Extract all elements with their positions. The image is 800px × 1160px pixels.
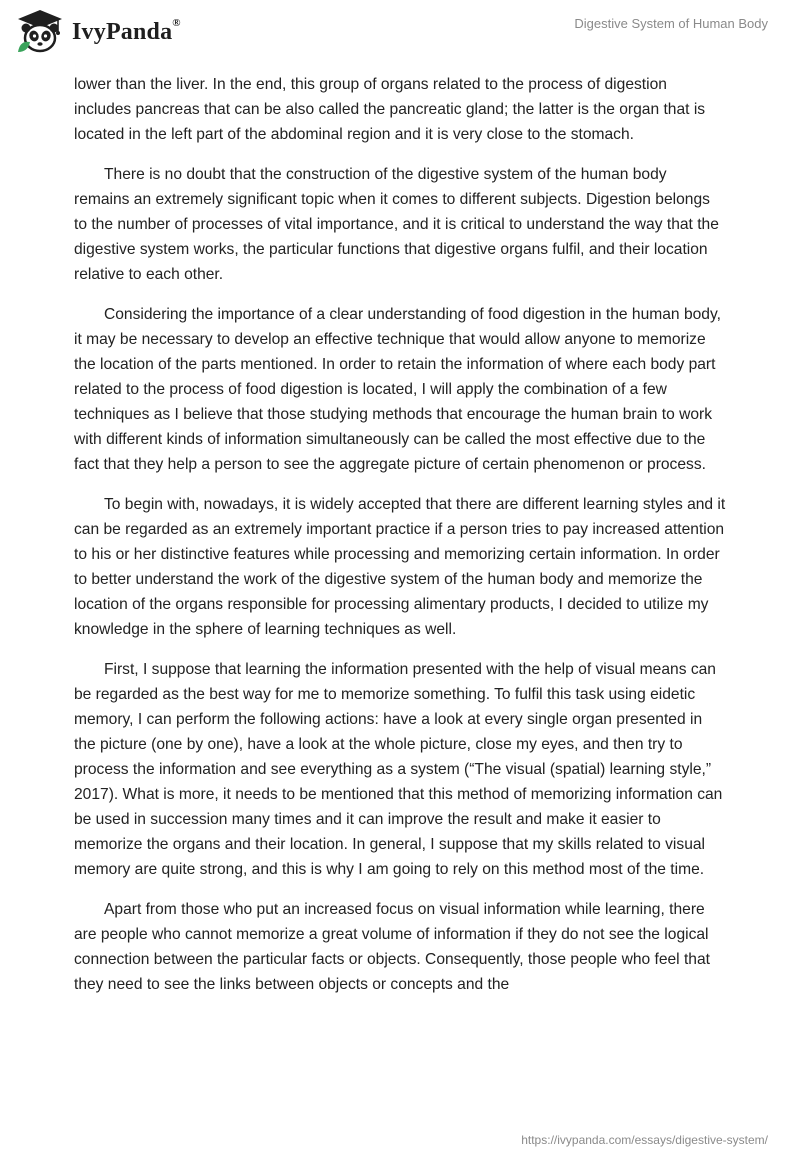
registered-mark: ® — [172, 16, 181, 29]
essay-body — [74, 72, 726, 1012]
brand-name: IvyPanda® — [72, 16, 181, 45]
paragraph: To begin with, nowadays, it is widely accepted that there are different learning styles and it can be regarded as an extremely important practice if a person tries to pay increased attention to his or her distinctive features while processing and memorizing certain information. In order to better understand the work of the digestive system of the human body and memorize the location of the organs responsible for processing alimentary products, I decided to utilize my knowledge in the sphere of learning techniques as well. — [74, 496, 726, 638]
source-url[interactable]: https://ivypanda.com/essays/digestive-system/ — [521, 1133, 768, 1147]
paragraph: Considering the importance of a clear understanding of food digestion in the human body, it may be necessary to develop an effective technique that would allow anyone to memorize the location of the parts mentioned. In order to retain the information of where each body part related to the process of food digestion is located, I will apply the combination of a few techniques as I believe that those studying methods that encourage the human brain to work with different kinds of information simultaneously can be called the most effective due to the fact that they help a person to see the aggregate picture of certain phenomenon or process. — [74, 306, 721, 473]
running-title: Digestive System of Human Body — [574, 16, 768, 31]
ivypanda-logo[interactable] — [14, 8, 181, 56]
paragraph-continuation: lower than the liver. In the end, this group of organs related to the process of digestion includes pancreas that can be also called the pancreatic gland; the latter is the organ that is located in the left part of the abdominal region and it is very close to the stomach. — [74, 76, 706, 143]
panda-graduate-logo-icon — [14, 8, 66, 56]
paragraph: First, I suppose that learning the information presented with the help of visual means can be regarded as the best way for me to memorize something. To fulfil this task using eidetic memory, I can perform the following actions: have a look at every single organ presented in the picture (one by one), have a look at the whole picture, close my eyes, and then try to process the information and see everything as a system (“The visual (spatial) learning style,” 2017). What is more, it needs to be mentioned that this method of memorizing information can be used in succession many times and it can improve the result and make it easier to memorize the organs and their location. In general, I suppose that my skills related to visual memory are quite strong, and this is why I am going to rely on this method most of the time. — [74, 661, 723, 878]
paragraph: There is no doubt that the construction of the digestive system of the human body remains an extremely significant topic when it comes to different subjects. Digestion belongs to the number of processes of vital importance, and it is critical to understand the way that the digestive system works, the particular functions that digestive organs fulfil, and their location relative to each other. — [74, 166, 719, 283]
page-header — [0, 0, 800, 66]
paragraph: Apart from those who put an increased focus on visual information while learning, there are people who cannot memorize a great volume of information if they do not see the logical connection between the particular facts or objects. Consequently, those people who feel that they need to see the links between objects or concepts and the — [74, 901, 710, 993]
